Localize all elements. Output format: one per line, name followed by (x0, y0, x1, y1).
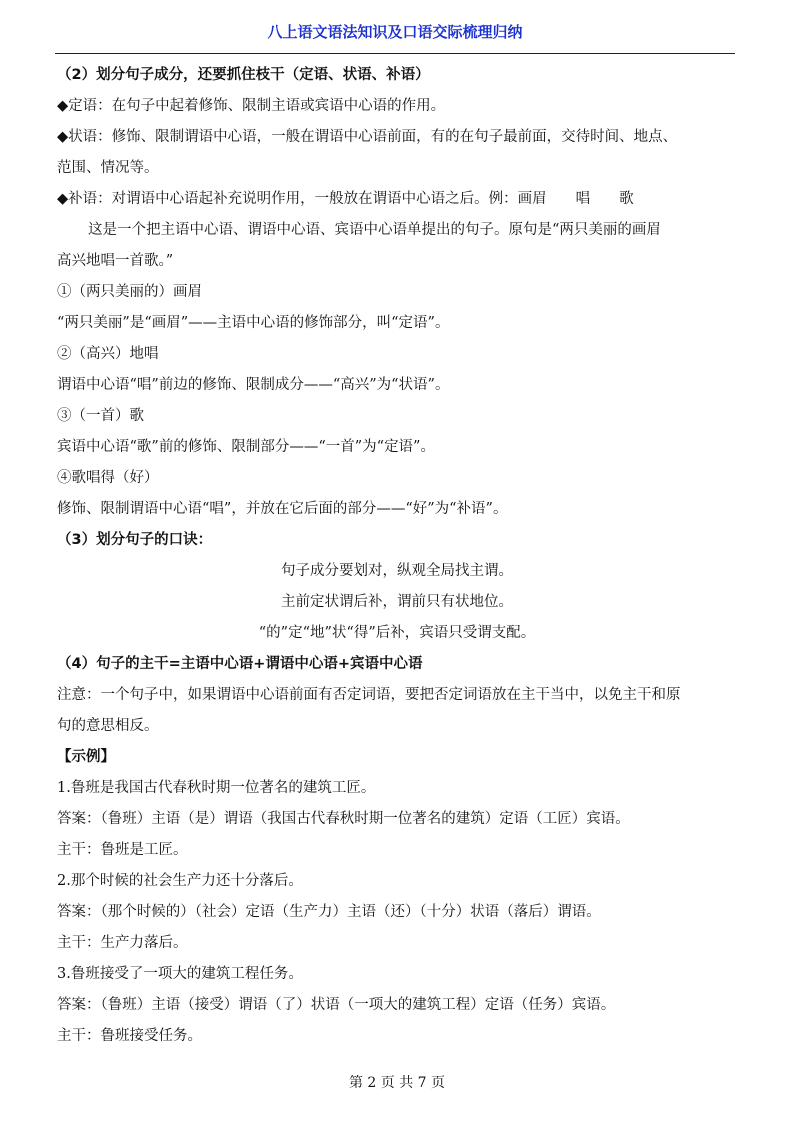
example-explanation-2: 谓语中心语“唱”前边的修饰、限制成分——“高兴”为“状语”。 (57, 377, 450, 393)
answer-2: 答案：（那个时候的）（社会）定语（生产力）主语（还）（十分）状语（落后）谓语。 (57, 904, 601, 920)
example-explanation-4: 修饰、限制谓语中心语“唱”，并放在它后面的部分——“好”为“补语”。 (57, 501, 508, 517)
mnemonic-line-3: “的”定“地”状“得”后补，宾语只受谓支配。 (258, 625, 536, 641)
note-text-cont: 句的意思相反。 (57, 718, 159, 734)
example-explanation-1: “两只美丽”是“画眉”——主语中心语的修饰部分，叫“定语”。 (57, 315, 450, 331)
example-item-1: ①（两只美丽的）画眉 (57, 284, 202, 300)
definition-adverbial-cont: 范围、情况等。 (57, 160, 159, 176)
section-heading-2: （2）划分句子成分，还要抓住枝干（定语、状语、补语） (57, 67, 430, 83)
trunk-3: 主干：鲁班接受任务。 (57, 1028, 202, 1044)
examples-heading: 【示例】 (57, 749, 115, 765)
section-heading-3: （3）划分句子的口诀： (57, 532, 213, 548)
paragraph-text-cont: 高兴地唱一首歌。” (57, 253, 174, 269)
page-number: 第 2 页 共 7 页 (348, 1075, 446, 1091)
trunk-1: 主干：鲁班是工匠。 (57, 842, 188, 858)
answer-1: 答案：（鲁班）主语（是）谓语（我国古代春秋时期一位著名的建筑）定语（工匠）宾语。 (57, 811, 630, 827)
example-item-4: ④歌唱得（好） (57, 470, 159, 486)
definition-complement: ◆补语：对谓语中心语起补充说明作用，一般放在谓语中心语之后。例：画眉 唱 歌 (57, 191, 634, 207)
answer-3: 答案：（鲁班）主语（接受）谓语（了）状语（一项大的建筑工程）定语（任务）宾语。 (57, 997, 616, 1013)
mnemonic-line-2: 主前定状谓后补，谓前只有状地位。 (281, 594, 513, 610)
example-explanation-3: 宾语中心语“歌”前的修饰、限制部分——“一首”为“定语”。 (57, 439, 435, 455)
example-sentence-1: 1.鲁班是我国古代春秋时期一位著名的建筑工匠。 (57, 780, 376, 796)
document-body (57, 60, 737, 1052)
definition-adverbial: ◆状语：修饰、限制谓语中心语，一般在谓语中心语前面，有的在句子最前面，交待时间、地点、 (57, 129, 678, 145)
definition-attributive: ◆定语：在句子中起着修饰、限制主语或宾语中心语的作用。 (57, 98, 446, 114)
paragraph-text: 这是一个把主语中心语、谓语中心语、宾语中心语单提出的句子。原句是“两只美丽的画眉 (88, 222, 661, 238)
header-divider (55, 53, 735, 54)
mnemonic-line-1: 句子成分要划对，纵观全局找主谓。 (281, 563, 513, 579)
section-heading-4: （4）句子的主干=主语中心语+谓语中心语+宾语中心语 (57, 656, 423, 672)
example-item-2: ②（高兴）地唱 (57, 346, 159, 362)
example-item-3: ③（一首）歌 (57, 408, 144, 424)
example-sentence-2: 2.那个时候的社会生产力还十分落后。 (57, 873, 303, 889)
note-text: 注意：一个句子中，如果谓语中心语前面有否定词语，要把否定词语放在主干当中，以免主干和原 (57, 687, 681, 703)
page-header-title: 八上语文语法知识及口语交际梳理归纳 (267, 23, 523, 41)
trunk-2: 主干：生产力落后。 (57, 935, 188, 951)
example-sentence-3: 3.鲁班接受了一项大的建筑工程任务。 (57, 966, 303, 982)
